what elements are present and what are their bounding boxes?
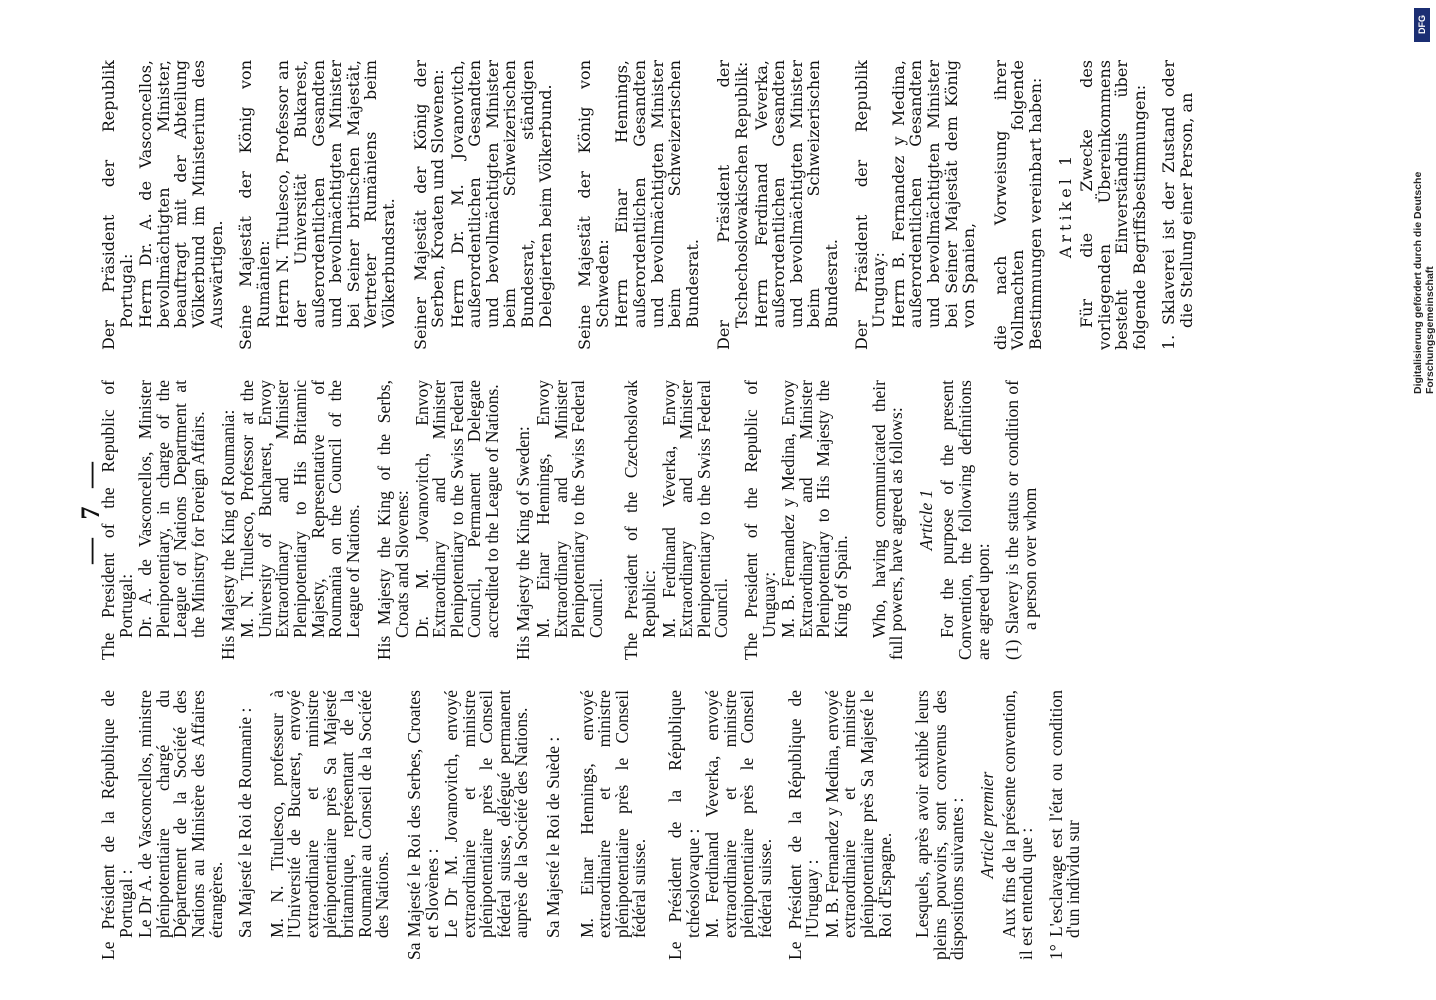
fr-full-powers: Lesquels, après avoir exhibé leurs pleins pouvoirs, sont convenus des dispositions suivantes : <box>912 690 968 960</box>
fr-uruguay-delegate: M. B. Fernandez y Medina, envoyé extraordinaire et ministre plénipotentiaire près Sa Majesté le Roi d'Espagne. <box>821 690 895 938</box>
en-portugal-delegate: Dr. A. de Vasconcellos, Minister Plenipotentiary, in charge of the League of Nations Department at the Ministry for Foreign Affairs. <box>135 380 208 638</box>
de-article-heading: Artikel 1 <box>1055 151 1075 259</box>
en-sweden-heading: His Majesty the King of Sweden: <box>513 426 534 660</box>
en-uruguay-delegate: M. B. Fernandez y Medina, Envoy Extraordinary and Minister Plenipotentiary to His Majesty the King of Spain. <box>778 380 851 638</box>
fr-serbs-delegate: Le Dr M. Jovanovitch, envoyé extraordinaire et ministre plénipotentiaire près le Conseil fédéral suisse, délégué permanent auprès de la Société des Nations. <box>441 690 532 938</box>
fr-portugal-delegate: Le Dr A. de Vasconcellos, ministre plénipotentiaire chargé du Département de la Société des Nations au Ministère des Affaires étrangères. <box>135 690 226 938</box>
watermark-text: Digitalisierung gefördert durch die Deutsche Forschungsgemeinschaft <box>1412 171 1436 394</box>
fr-serbs-heading: Sa Majesté le Roi des Serbes, Croates et Slovènes : <box>403 690 442 960</box>
rotated-document-page <box>76 60 1340 960</box>
de-sweden-delegate: Herrn Einar Hennings, außerordentlichen Gesandten und bevollmächtigten Minister beim Schweizerischen Bundesrat. <box>612 60 702 328</box>
de-portugal-delegate: Herrn Dr. A. de Vasconcellos, bevollmächtigten Minister, beauftragt mit der Abteilung Völkerbund im Ministerium des Auswärtigen. <box>136 60 226 328</box>
de-uruguay-heading: Der Präsident der Republik Uruguay: <box>851 60 889 350</box>
fr-article-heading: Article premier <box>976 771 997 879</box>
en-serbs-heading: His Majesty the King of the Serbs, Croats and Slovenes: <box>374 380 412 660</box>
de-czech-heading: Der Präsident der Tschechoslowakischen Republik: <box>714 60 751 350</box>
en-czech-delegate: M. Ferdinand Veverka, Envoy Extraordinary and Minister Plenipotentiary to the Swiss Federal Council. <box>658 380 732 638</box>
de-sweden-heading: Seine Majestät der König von Schweden: <box>575 60 612 350</box>
en-article-item-1: (1) Slavery is the status or condition of a person over whom <box>1002 380 1040 660</box>
german-column <box>100 60 1340 350</box>
fr-uruguay-heading: Le Président de la République de l'Uruguay : <box>784 690 823 960</box>
en-uruguay-heading: The President of the Republic of Uruguay: <box>741 380 779 660</box>
french-column <box>100 690 1340 960</box>
fr-romania-heading: Sa Majesté le Roi de Roumanie : <box>235 707 256 938</box>
de-romania-heading: Seine Majestät der König von Rumänien: <box>236 60 273 350</box>
en-romania-delegate: M. N. Titulesco, Professor at the University of Bucharest, Envoy Extraordinary and Minister Plenipotentiary to His Britannic Majesty, Representative of Roumania on the Council of the League of Nations. <box>237 380 363 638</box>
fr-article-intro: Aux fins de la présente convention, il est entendu que : <box>998 690 1037 960</box>
de-romania-delegate: Herrn N. Titulesco, Professor an der Universität Bukarest, außerordentlichen Gesandten und bevollmächtigten Minister bei Seiner britischen Majestät, Vertreter Rumäniens beim Völkerbundsrat. <box>273 60 398 328</box>
de-article-item-1: 1. Sklaverei ist der Zustand oder die Stellung einer Person, an <box>1159 60 1197 350</box>
en-sweden-delegate: M. Einar Hennings, Envoy Extraordinary and Minister Plenipotentiary to the Swiss Federal Council. <box>533 380 606 638</box>
de-uruguay-delegate: Herrn B. Fernandez y Medina, außerordentlichen Gesandten und bevollmächtigten Minister bei Seiner Majestät dem König von Spanien, <box>888 60 979 328</box>
fr-article-item-1: 1° L'esclavage est l'état ou condition d'un individu sur <box>1045 690 1084 960</box>
en-portugal-heading: The President of the Republic of Portugal: <box>98 380 136 660</box>
fr-czech-delegate: M. Ferdinand Veverka, envoyé extraordinaire et ministre plénipotentiaire près le Conseil fédéral suisse. <box>702 690 775 938</box>
english-column <box>100 380 1340 660</box>
dfg-logo: DFG <box>1414 8 1430 42</box>
de-serbs-delegate: Herrn Dr. M. Jovanovitch, außerordentlichen Gesandten und bevollmächtigten Minister beim Schweizerischen Bundesrat, ständigen Delegierten beim Völkerbund. <box>447 60 555 328</box>
en-full-powers: Who, having communicated their full powers, have agreed as follows: <box>868 380 907 660</box>
de-article-intro: Für die Zwecke des vorliegenden Übereinkommens besteht Einverständnis über folgende Begriffsbestimmungen: <box>1077 60 1149 350</box>
fr-portugal-heading: Le Président de la République de Portugal : <box>98 690 136 960</box>
de-portugal-heading: Der Präsident der Republik Portugal: <box>99 60 136 350</box>
en-article-heading: Article 1 <box>915 489 936 551</box>
en-article-intro: For the purpose of the present Convention, the following definitions are agreed upon: <box>937 380 993 660</box>
de-full-powers: die nach Vorweisung ihrer Vollmachten folgende Bestimmungen vereinbart haben: <box>990 60 1045 350</box>
fr-romania-delegate: M. N. Titulesco, professeur à l'Université de Bucarest, envoyé extraordinaire et ministre plénipotentiaire près Sa Majesté britannique, représentant de la Roumanie au Conseil de la Société des Nations. <box>266 690 393 938</box>
fr-sweden-delegate: M. Einar Hennings, envoyé extraordinaire et ministre plénipotentiaire près le Conseil fédéral suisse. <box>576 690 650 938</box>
en-romania-heading: His Majesty the King of Roumania: <box>217 409 238 660</box>
page-number: — 7 — <box>76 456 105 564</box>
de-czech-delegate: Herrn Ferdinand Veverka, außerordentlichen Gesandten und bevollmächtigten Minister beim Schweizerischen Bundesrat. <box>751 60 841 328</box>
en-serbs-delegate: Dr. M. Jovanovitch, Envoy Extraordinary and Minister Plenipotentiary to the Swiss Federal Council, Permanent Delegate accredited to the League of Nations. <box>411 380 502 638</box>
fr-sweden-heading: Sa Majesté le Roi de Suède : <box>543 736 564 938</box>
fr-czech-heading: Le Président de la République tchéoslovaque : <box>665 690 703 960</box>
en-czech-heading: The President of the Czechoslovak Republic: <box>621 380 660 660</box>
de-serbs-heading: Seiner Majestät der König der Serben, Kroaten und Slowenen: <box>410 60 448 350</box>
digitization-watermark <box>1412 4 1436 394</box>
